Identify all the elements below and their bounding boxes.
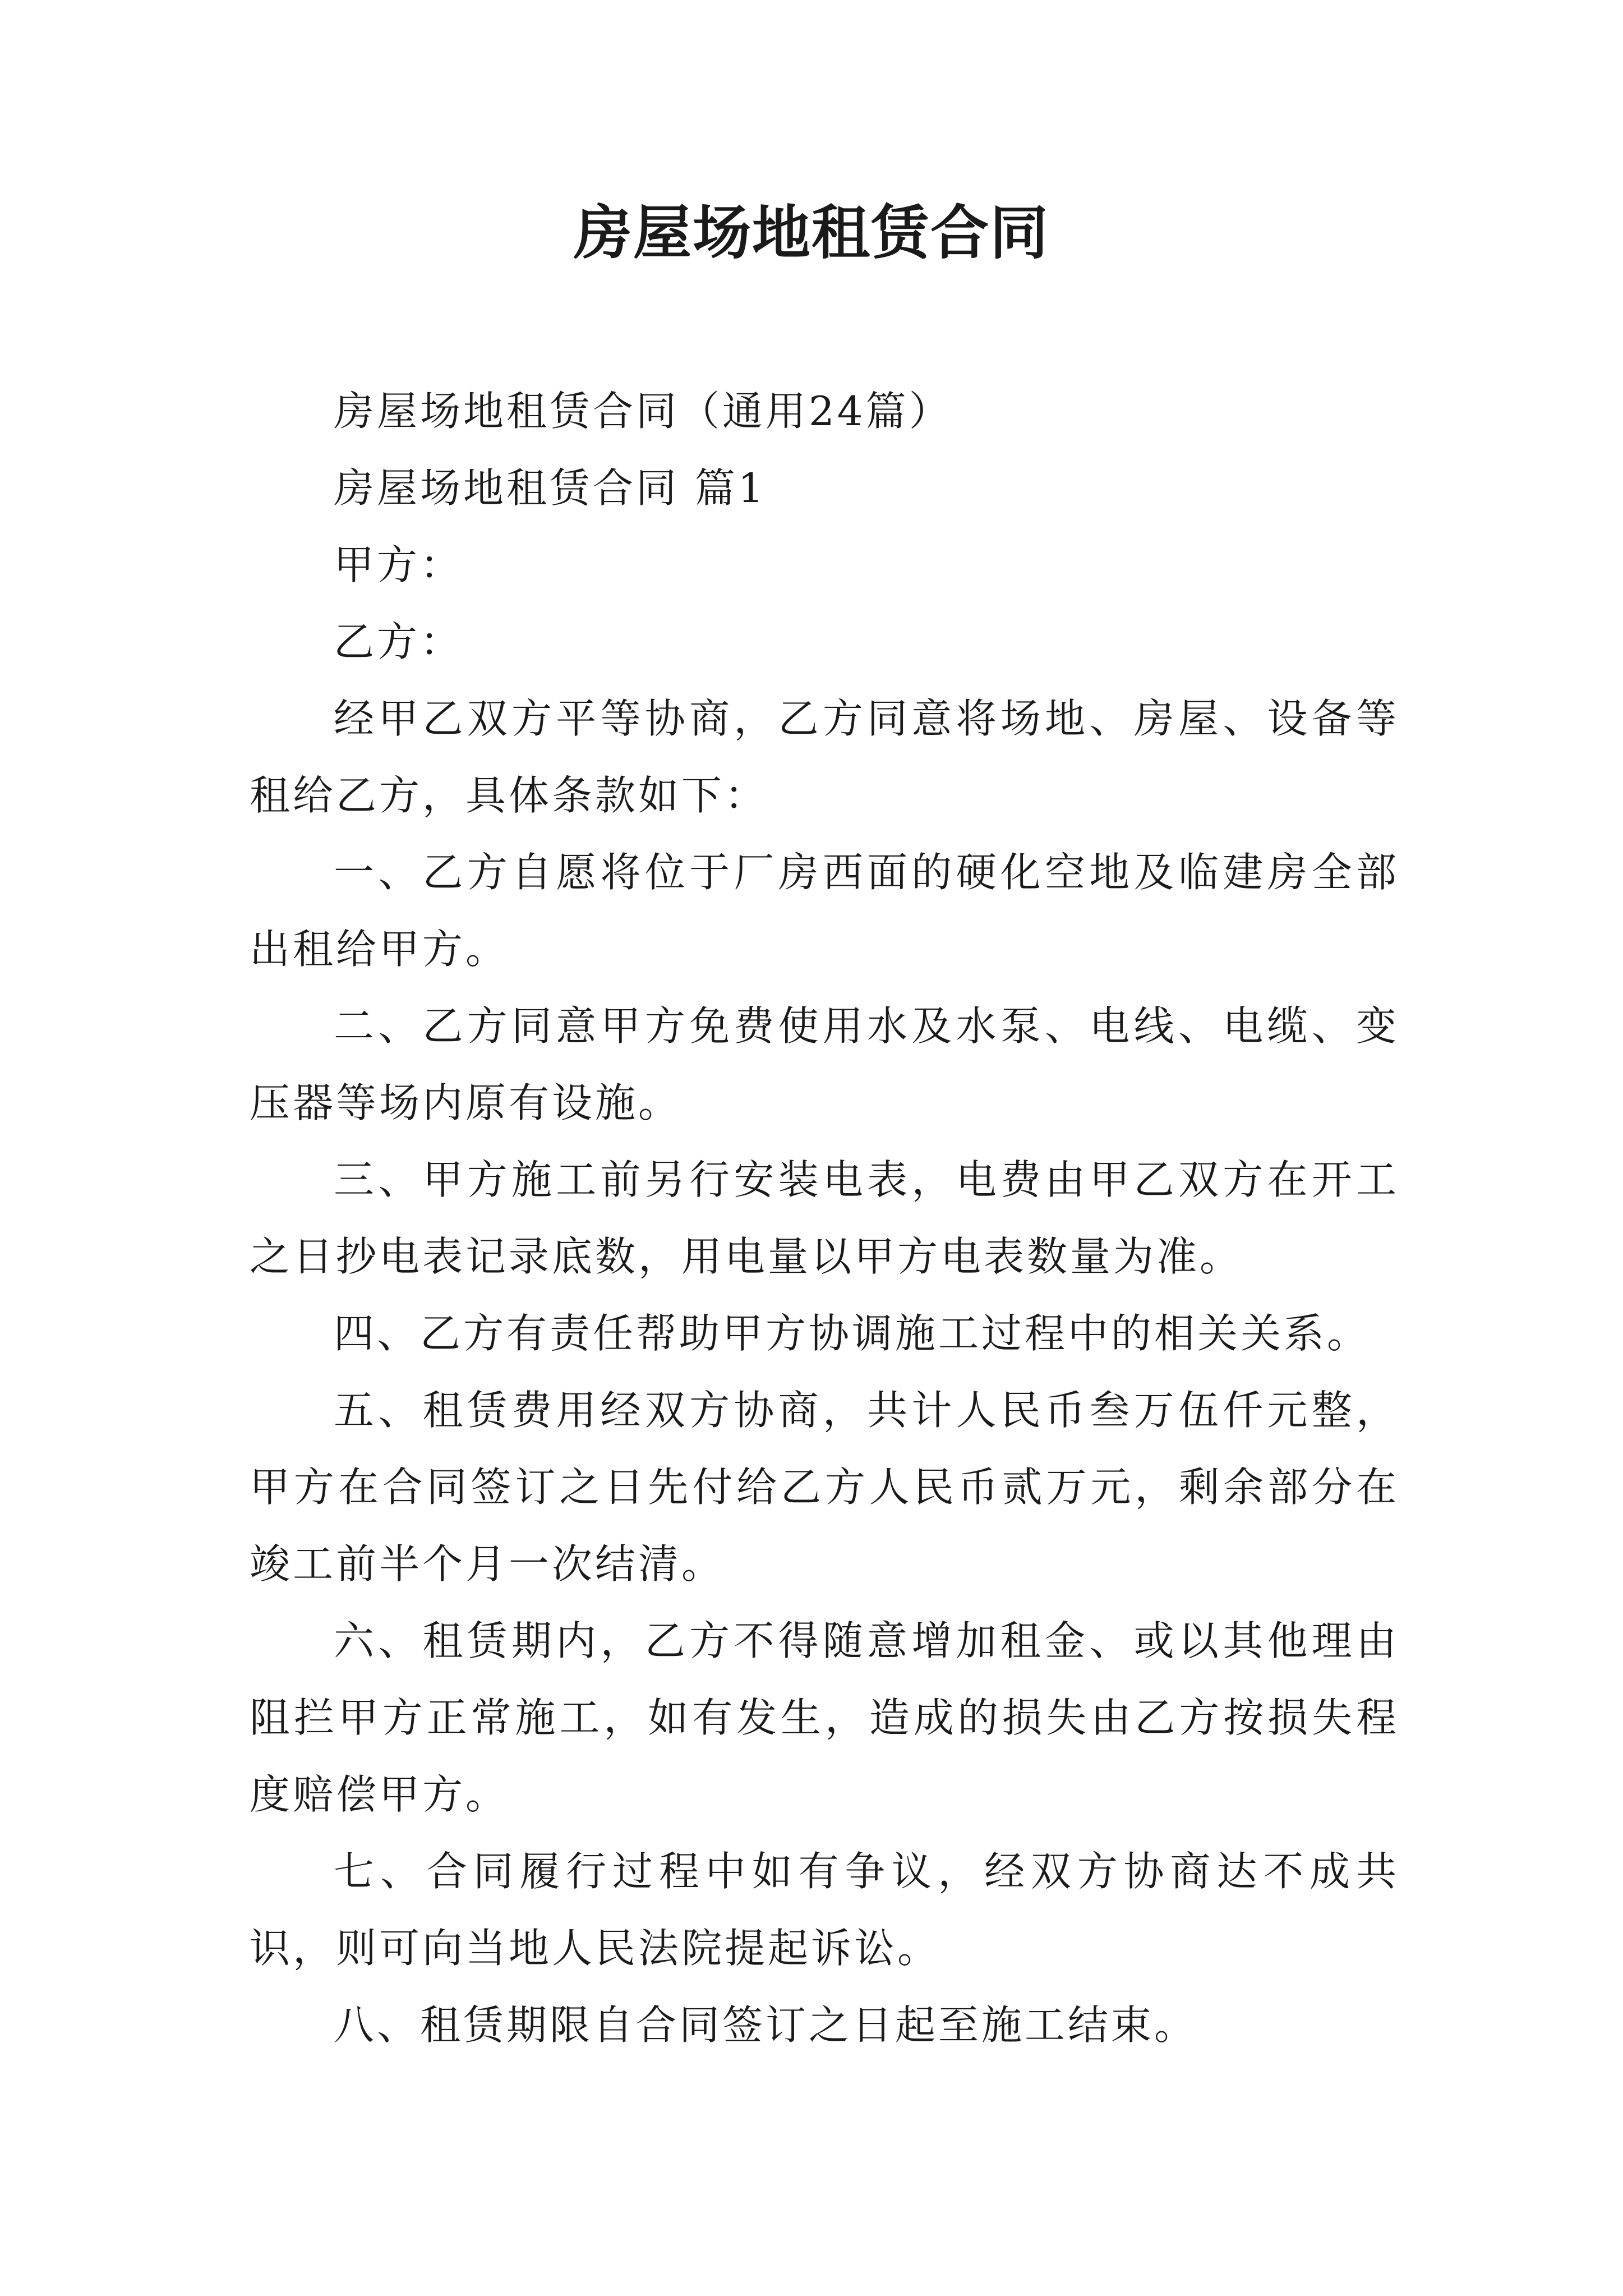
document-title: 房屋场地租赁合同 <box>573 199 1049 267</box>
document-body <box>250 373 1399 2064</box>
preamble-paragraph: 经甲乙双方平等协商，乙方同意将场地、房屋、设备等租给乙方，具体条款如下： <box>250 695 1399 819</box>
party-a-line: 甲方： <box>334 541 464 588</box>
clause-8: 八、租赁期限自合同签订之日起至施工结束。 <box>334 2001 1198 2049</box>
clause-7: 七、合同履行过程中如有争议，经双方协商达不成共识，则可向当地人民法院提起诉讼。 <box>250 1848 1399 1972</box>
clause-3: 三、甲方施工前另行安装电表，电费由甲乙双方在开工之日抄电表记录底数，用电量以甲方电表数量为准。 <box>250 1156 1399 1280</box>
clause-1: 一、乙方自愿将位于厂房西面的硬化空地及临建房全部出租给甲方。 <box>250 849 1399 973</box>
section-heading: 房屋场地租赁合同 篇1 <box>334 464 767 512</box>
clause-2: 二、乙方同意甲方免费使用水及水泵、电线、电缆、变压器等场内原有设施。 <box>250 1002 1399 1126</box>
subtitle: 房屋场地租赁合同（通用24篇） <box>334 388 952 435</box>
party-b-line: 乙方： <box>334 618 464 665</box>
clause-4: 四、乙方有责任帮助甲方协调施工过程中的相关关系。 <box>334 1310 1371 1357</box>
clause-5: 五、租赁费用经双方协商，共计人民币叁万伍仟元整，甲方在合同签订之日先付给乙方人民币贰万元，剩余部分在竣工前半个月一次结清。 <box>250 1387 1399 1588</box>
clause-6: 六、租赁期内，乙方不得随意增加租金、或以其他理由阻拦甲方正常施工，如有发生，造成的损失由乙方按损失程度赔偿甲方。 <box>250 1617 1399 1818</box>
